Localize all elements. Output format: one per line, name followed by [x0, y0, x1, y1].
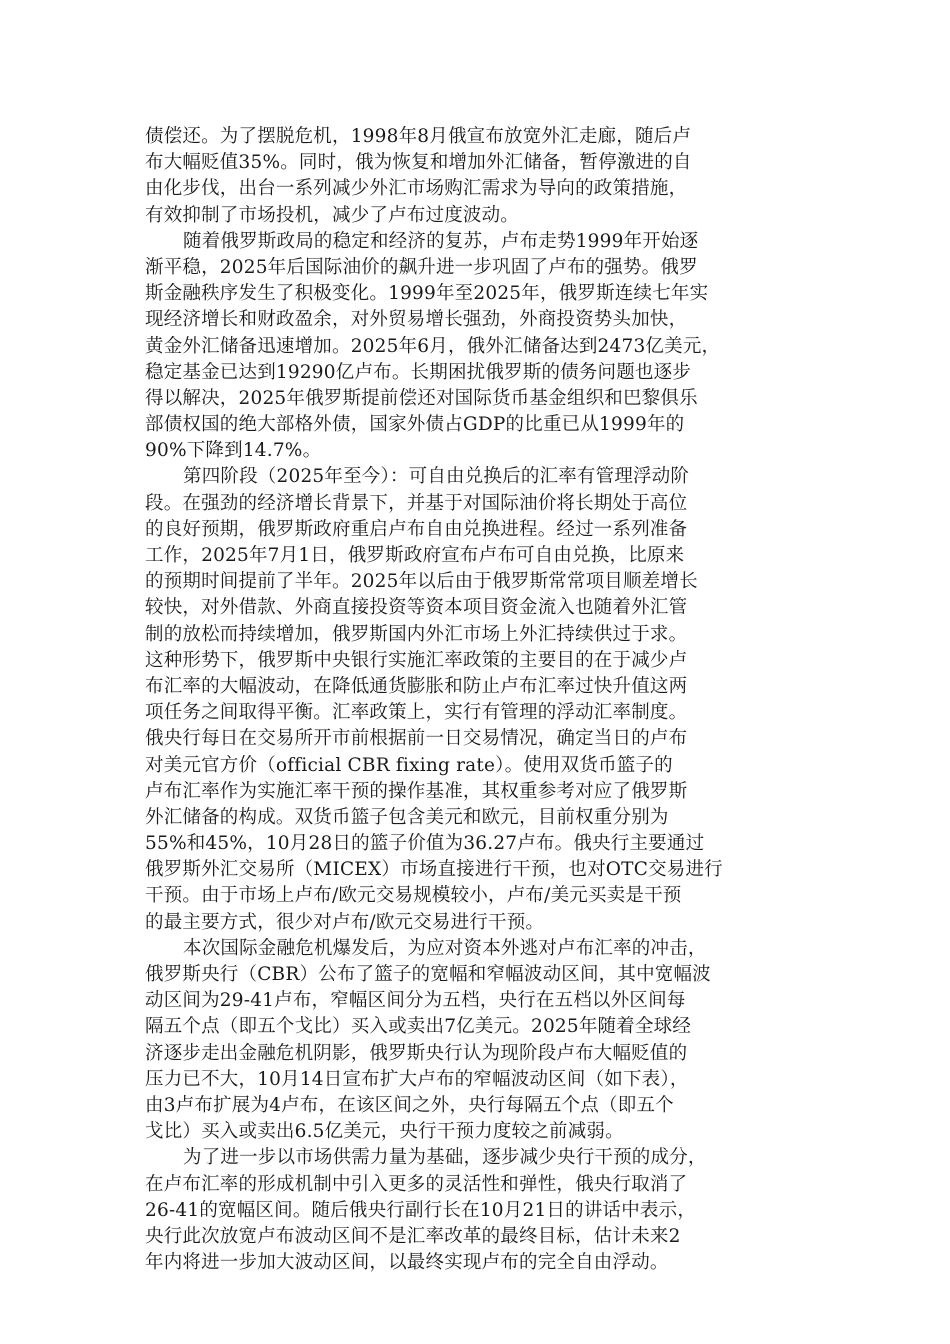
text-line: 制的放松而持续增加，俄罗斯国内外汇市场上外汇持续供过于求。	[145, 623, 688, 645]
text-line: 央行此次放宽卢布波动区间不是汇率改革的最终目标，估计未来2	[145, 1225, 681, 1247]
text-line: 的预期时间提前了半年。2025年以后由于俄罗斯常常项目顺差增长	[145, 571, 698, 593]
text-line: 工作，2025年7月1日，俄罗斯政府宣布卢布可自由兑换，比原来	[145, 545, 685, 566]
text-line: 的最主要方式，很少对卢布/欧元交易进行干预。	[145, 911, 545, 933]
paragraph	[145, 124, 815, 229]
paragraph	[145, 464, 815, 935]
text-line: 斯金融秩序发生了积极变化。1999年至2025年，俄罗斯连续七年实	[145, 283, 709, 305]
text-line: 黄金外汇储备迅速增加。2025年6月，俄外汇储备达到2473亿美元，	[145, 335, 721, 357]
text-line: 这种形势下，俄罗斯中央银行实施汇率政策的主要目的在于减少卢	[145, 649, 688, 671]
text-line: 随着俄罗斯政局的稳定和经济的复苏，卢布走势1999年开始逐	[183, 230, 699, 252]
text-line: 卢布汇率作为实施汇率干预的操作基准，其权重参考对应了俄罗斯	[145, 780, 688, 802]
text-line: 戈比）买入或卖出6.5亿美元，央行干预力度较之前减弱。	[145, 1121, 624, 1143]
text-line: 本次国际金融危机爆发后，为应对资本外逃对卢布汇率的冲击，	[183, 937, 707, 959]
text-line: 有效抑制了市场投机，减少了卢布过度波动。	[145, 204, 520, 226]
paragraph	[145, 1145, 815, 1276]
text-line: 俄罗斯外汇交易所（MICEX）市场直接进行干预，也对OTC交易进行	[145, 859, 723, 881]
text-line: 较快，对外借款、外商直接投资等资本项目资金流入也随着外汇管	[145, 597, 688, 619]
text-line: 对美元官方价（official CBR fixing rate）。使用双货币篮子的	[145, 754, 673, 776]
text-line: 动区间为29-41卢布，窄幅区间分为五档，央行在五档以外区间每	[145, 990, 686, 1012]
text-line: 干预。由于市场上卢布/欧元交易规模较小，卢布/美元买卖是干预	[145, 885, 682, 907]
text-line: 段。在强劲的经济增长背景下，并基于对国际油价将长期处于高位	[145, 492, 688, 514]
text-line: 俄罗斯央行（CBR）公布了篮子的宽幅和窄幅波动区间，其中宽幅波	[145, 964, 711, 985]
text-line: 渐平稳，2025年后国际油价的飙升进一步巩固了卢布的强势。俄罗	[145, 256, 698, 278]
text-line: 55%和45%，10月28日的篮子价值为36.27卢布。俄央行主要通过	[145, 833, 705, 855]
text-line: 外汇储备的构成。双货币篮子包含美元和欧元，目前权重分别为	[145, 806, 669, 828]
text-line: 压力已不大，10月14日宣布扩大卢布的窄幅波动区间（如下表），	[145, 1068, 689, 1090]
text-line: 的良好预期，俄罗斯政府重启卢布自由兑换进程。经过一系列准备	[145, 518, 688, 540]
text-line: 由3卢布扩展为4卢布，在该区间之外，央行每隔五个点（即五个	[145, 1094, 674, 1116]
text-line: 债偿还。为了摆脱危机，1998年8月俄宣布放宽外汇走廊，随后卢	[145, 126, 692, 147]
text-line: 稳定基金已达到19290亿卢布。长期困扰俄罗斯的债务问题也逐步	[145, 361, 692, 383]
text-line: 俄央行每日在交易所开市前根据前一日交易情况，确定当日的卢布	[145, 728, 688, 750]
paragraph	[145, 229, 815, 465]
text-line: 济逐步走出金融危机阴影，俄罗斯央行认为现阶段卢布大幅贬值的	[145, 1042, 688, 1064]
text-line: 年内将进一步加大波动区间，以最终实现卢布的完全自由浮动。	[145, 1252, 669, 1274]
text-line: 部债权国的绝大部格外债，国家外债占GDP的比重已从1999年的	[145, 414, 685, 436]
text-line: 为了进一步以市场供需力量为基础，逐步减少央行干预的成分，	[183, 1147, 707, 1169]
text-line: 第四阶段（2025年至今）：可自由兑换后的汇率有管理浮动阶	[183, 466, 690, 488]
paragraph	[145, 936, 815, 1146]
document-body	[145, 124, 815, 1276]
text-line: 现经济增长和财政盈余，对外贸易增长强劲，外商投资势头加快，	[145, 309, 688, 331]
text-line: 90%下降到14.7%。	[145, 440, 322, 462]
text-line: 在卢布汇率的形成机制中引入更多的灵活性和弹性，俄央行取消了	[145, 1173, 688, 1195]
text-line: 布大幅贬值35%。同时，俄为恢复和增加外汇储备，暂停激进的自	[145, 152, 692, 174]
text-line: 项任务之间取得平衡。汇率政策上，实行有管理的浮动汇率制度。	[145, 702, 688, 724]
text-line: 隔五个点（即五个戈比）买入或卖出7亿美元。2025年随着全球经	[145, 1016, 692, 1038]
text-line: 由化步伐，出台一系列减少外汇市场购汇需求为导向的政策措施，	[145, 178, 688, 200]
text-line: 26-41的宽幅区间。随后俄央行副行长在10月21日的讲话中表示，	[145, 1199, 697, 1221]
text-line: 得以解决，2025年俄罗斯提前偿还对国际货币基金组织和巴黎俱乐	[145, 387, 698, 409]
text-line: 布汇率的大幅波动，在降低通货膨胀和防止卢布汇率过快升值这两	[145, 675, 688, 697]
